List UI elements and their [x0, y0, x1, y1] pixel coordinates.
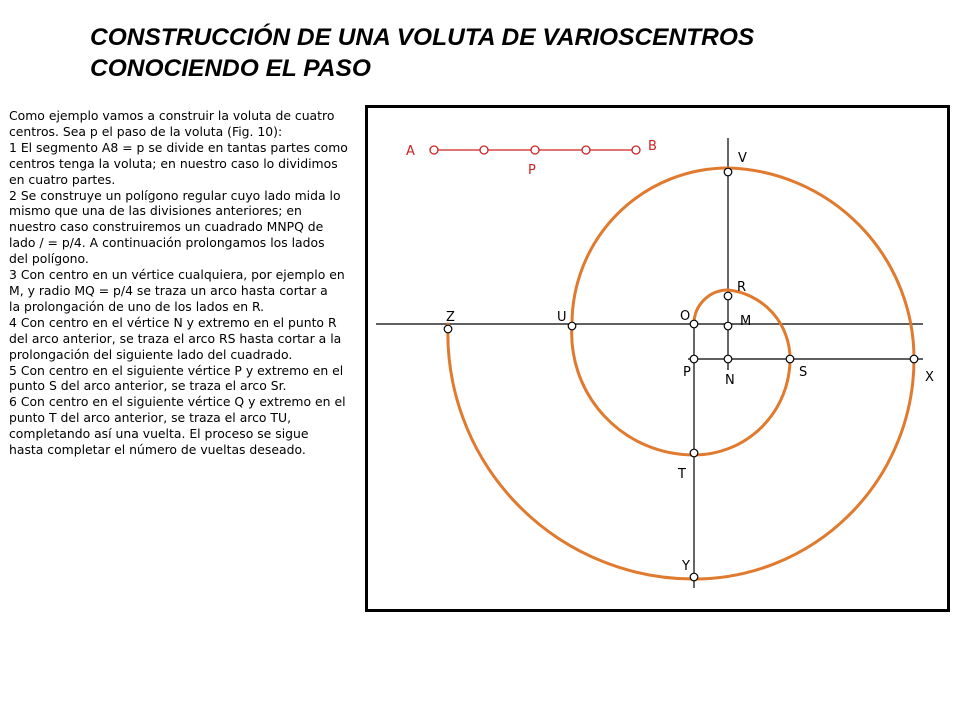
segment-point-a: [430, 146, 438, 154]
label-s: S: [799, 365, 808, 380]
volute-diagram: [368, 108, 947, 609]
label-o: O: [680, 309, 691, 324]
text-line: 5 Con centro en el siguiente vértice P y extremo en el: [9, 362, 344, 378]
spiral-arc-yz: [448, 324, 694, 579]
point-z: [444, 325, 452, 333]
text-line: 6 Con centro en el siguiente vértice Q y extremo en el: [9, 394, 346, 410]
point-r: [724, 292, 732, 300]
text-line: 3 Con centro en un vértice cualquiera, por ejemplo en: [9, 267, 345, 283]
text-line: 2 Se construye un polígono regular cuyo lado mida lo: [9, 187, 341, 203]
text-line: hasta completar el número de vueltas deseado.: [9, 442, 306, 458]
label-n: N: [725, 373, 735, 388]
segment-division-3: [582, 146, 590, 154]
point-u: [568, 322, 576, 330]
text-line: del polígono.: [9, 251, 89, 267]
volute-figure: [365, 105, 950, 612]
label-z: Z: [446, 310, 455, 325]
text-line: prolongación del siguiente lado del cuadrado.: [9, 346, 293, 362]
spiral-arc-st: [694, 359, 790, 455]
label-t: T: [678, 467, 686, 482]
label-v: V: [738, 151, 747, 166]
text-line: la prolongación de uno de los lados en R.: [9, 298, 265, 314]
text-line: 4 Con centro en el vértice N y extremo en el punto R: [9, 314, 337, 330]
segment-division-1: [480, 146, 488, 154]
point-y: [690, 573, 698, 581]
text-line: del arco anterior, se traza el arco RS hasta cortar a la: [9, 330, 342, 346]
spiral: [448, 168, 914, 579]
text-line: centros. Sea p el paso de la voluta (Fig. 10):: [9, 123, 283, 139]
point-p: [690, 355, 698, 363]
label-a: A: [406, 144, 415, 159]
text-line: mismo que una de las divisiones anteriores; en: [9, 203, 302, 219]
label-m: M: [740, 314, 752, 329]
text-line: M, y radio MQ = p/4 se traza un arco hasta cortar a: [9, 282, 328, 298]
segment-division-2: [531, 146, 539, 154]
spiral-arc-tu: [572, 324, 694, 455]
point-m: [724, 322, 732, 330]
point-n: [724, 355, 732, 363]
point-o: [690, 320, 698, 328]
label-r: R: [737, 280, 747, 295]
text-line: lado / = p/4. A continuación prolongamos los lados: [9, 235, 325, 251]
text-line: Como ejemplo vamos a construir la voluta de cuatro: [9, 108, 335, 123]
label-p-segment: P: [528, 163, 536, 178]
text-line: 1 El segmento A8 = p se divide en tantas partes como: [9, 139, 348, 155]
label-x: X: [925, 370, 934, 385]
label-u: U: [557, 310, 567, 325]
point-s: [786, 355, 794, 363]
spiral-arc-qr: [694, 290, 728, 324]
text-line: centros tenga la voluta; en nuestro caso lo dividimos: [9, 155, 338, 171]
text-line: en cuatro partes.: [9, 171, 116, 187]
point-x: [910, 355, 918, 363]
point-t: [690, 449, 698, 457]
text-line: nuestro caso construiremos un cuadrado MNPQ de: [9, 219, 324, 235]
label-y: Y: [682, 559, 690, 574]
page-title: [90, 22, 890, 84]
segment-point-b: [632, 146, 640, 154]
label-p: P: [683, 365, 691, 380]
spiral-arc-vx: [728, 168, 914, 359]
text-line: punto S del arco anterior, se traza el arco Sr.: [9, 378, 287, 394]
label-b: B: [648, 139, 657, 154]
spiral-arc-xy: [694, 359, 914, 579]
title-line-2: CONOCIENDO EL PASO: [90, 55, 371, 82]
instructions-text: [9, 108, 349, 458]
point-v: [724, 168, 732, 176]
text-line: completando así una vuelta. El proceso se sigue: [9, 426, 309, 442]
title-line-1: CONSTRUCCIÓN DE UNA VOLUTA DE VARIOSCENTROS: [90, 24, 755, 51]
text-line: punto T del arco anterior, se traza el arco TU,: [9, 410, 292, 426]
